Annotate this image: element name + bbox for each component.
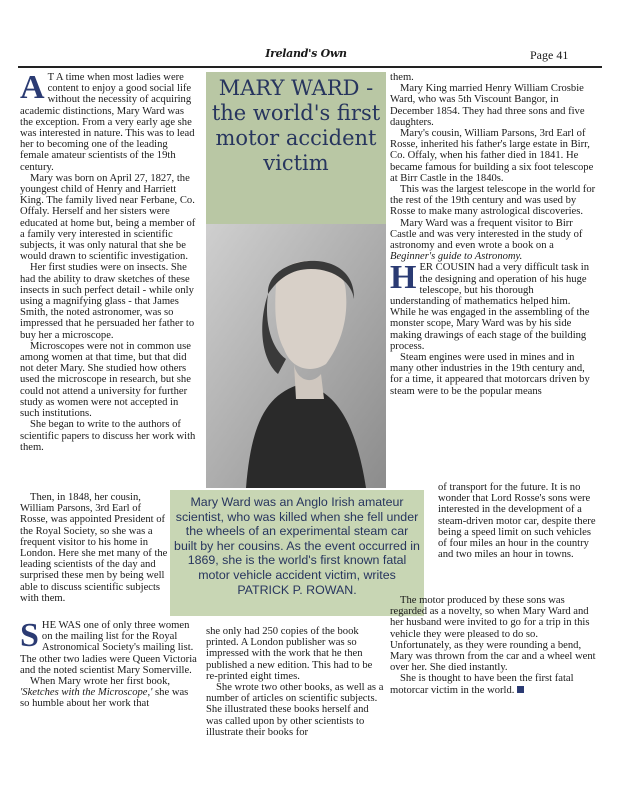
- column-1-narrow: [20, 492, 170, 604]
- paragraph: T A time when most ladies were content to enjoy a good social life without the necessity of acquiring academic distinctions, Mary Ward was the exception. From a very early age she was interested in nature. This was to lead her to becoming one of the leading female amateur scientists of the 19th century.: [20, 72, 195, 173]
- paragraph: She began to write to the authors of scientific papers to discuss her work with them.: [20, 419, 196, 453]
- paragraph: Steam engines were used in mines and in many other industries in the 19th century and, for a time, it appeared that motorcars driven by steam were to be the popular means: [390, 352, 590, 397]
- paragraph: She is thought to have been the first fatal motorcar victim in the world.: [390, 673, 574, 696]
- portrait-illustration: [206, 224, 386, 488]
- paragraph: Then, in 1848, her cousin, William Parsons, 3rd Earl of Rosse, was appointed President of the Royal Society, so she was a frequent visitor to his home in London. Here she met many of the leading scientists of the day and surprised these men by being well able to discuss scientific subjects with them.: [20, 492, 168, 604]
- column-1-bottom: [20, 617, 198, 710]
- paragraph: she only had 250 copies of the book printed. A London publisher was so impressed with the work that he then published a new edition. This had to be re-printed eight times.: [206, 626, 373, 682]
- article-title: MARY WARD - the world's first motor accident victim: [211, 76, 381, 175]
- drop-cap: A: [20, 69, 45, 106]
- paragraph: them.: [390, 72, 414, 83]
- column-2-bottom: [206, 626, 386, 738]
- end-mark-icon: [517, 686, 524, 693]
- standfirst-text: Mary Ward was an Anglo Irish amateur scientist, who was killed when she fell under the wheels of an experimental steam car built by her cousins. As the event occurred in 1869, she is the world's first known fatal motor vehicle accident victim, writes PATRICK P. ROWAN.: [174, 495, 420, 597]
- paragraph: When Mary wrote her first book, 'Sketches with the Microscope,' she was so humble about her work that: [20, 676, 189, 710]
- drop-cap: H: [390, 259, 417, 297]
- paragraph: ER COUSIN had a very difficult task in the designing and operation of his huge telescope, but his thorough understanding of mathematics helped him. While he was engaged in the assembling of the monster scope, Mary Ward was by his side making drawings of each stage of the building process.: [390, 262, 590, 352]
- paragraph: Her first studies were on insects. She had the ability to draw sketches of these insects in such perfect detail - while only using a magnifying glass - that James Smith, the noted astronomer, was so impressed that he persuaded her father to buy her a microscope.: [20, 262, 195, 341]
- paragraph: Mary Ward was a frequent visitor to Birr Castle and was very interested in the study of astronomy and even wrote a book on a Beginner's guide to Astronomy.: [390, 217, 583, 263]
- column-3: [390, 72, 596, 397]
- page-number: Page 41: [530, 48, 569, 62]
- masthead-logo: Ireland's Own: [265, 47, 347, 60]
- column-3-narrow: [438, 482, 598, 560]
- portrait-photo: [206, 224, 386, 488]
- paragraph: HE WAS one of only three women on the mailing list for the Royal Astronomical Society's mailing list. The other two ladies were Queen Victoria and the noted scientist Mary Somerville.: [20, 620, 197, 676]
- paragraph: Mary's cousin, William Parsons, 3rd Earl of Rosse, inherited his father's large estate in Birr, Co. Offaly, when his father died in 1841. He became famous for building a six foot telescope at Birr Castle in the 1840s.: [390, 128, 594, 184]
- paragraph: This was the largest telescope in the world for the rest of the 19th century and was used by Rosse to make many astrological discoveries.: [390, 184, 596, 218]
- paragraph: of transport for the future. It is no wonder that Lord Rosse's sons were interested in the development of a steam-driven motor car, despite there being a speed limit on such vehicles of four miles an hour in the country and two miles an hour in towns.: [438, 482, 596, 561]
- paragraph: She wrote two other books, as well as a number of articles on scientific subjects. She illustrated these books herself and was called upon by other scientists to illustrate their books for: [206, 682, 384, 738]
- paragraph: The motor produced by these sons was regarded as a novelty, so when Mary Ward and her husband were invited to go for a trip in this vehicle they were pleased to do so. Unfortunately, as they were rounding a bend, Mary was thrown from the car and a wheel went over her. She died instantly.: [390, 595, 596, 674]
- paragraph: Mary was born on April 27, 1827, the youngest child of Henry and Harriett King. The family lived near Ferbane, Co. Offaly. Herself and her sisters were educated at home but, being a member of a family very interested in scientific subjects, it was only natural that she be would drawn to scientific investigation.: [20, 172, 196, 263]
- paragraph: Mary King married Henry William Crosbie Ward, who was 5th Viscount Bangor, in December 1854. They had three sons and five daughters.: [390, 83, 585, 128]
- header-rule: [18, 66, 602, 68]
- drop-cap: S: [20, 617, 39, 654]
- paragraph: Microscopes were not in common use among women at that time, but that did not deter Mary. She studied how others used the microscope in research, but she could not attend a university for further study as women were not accepted in such institutions.: [20, 340, 191, 420]
- column-1: [20, 69, 198, 453]
- column-3-bottom: [390, 595, 596, 696]
